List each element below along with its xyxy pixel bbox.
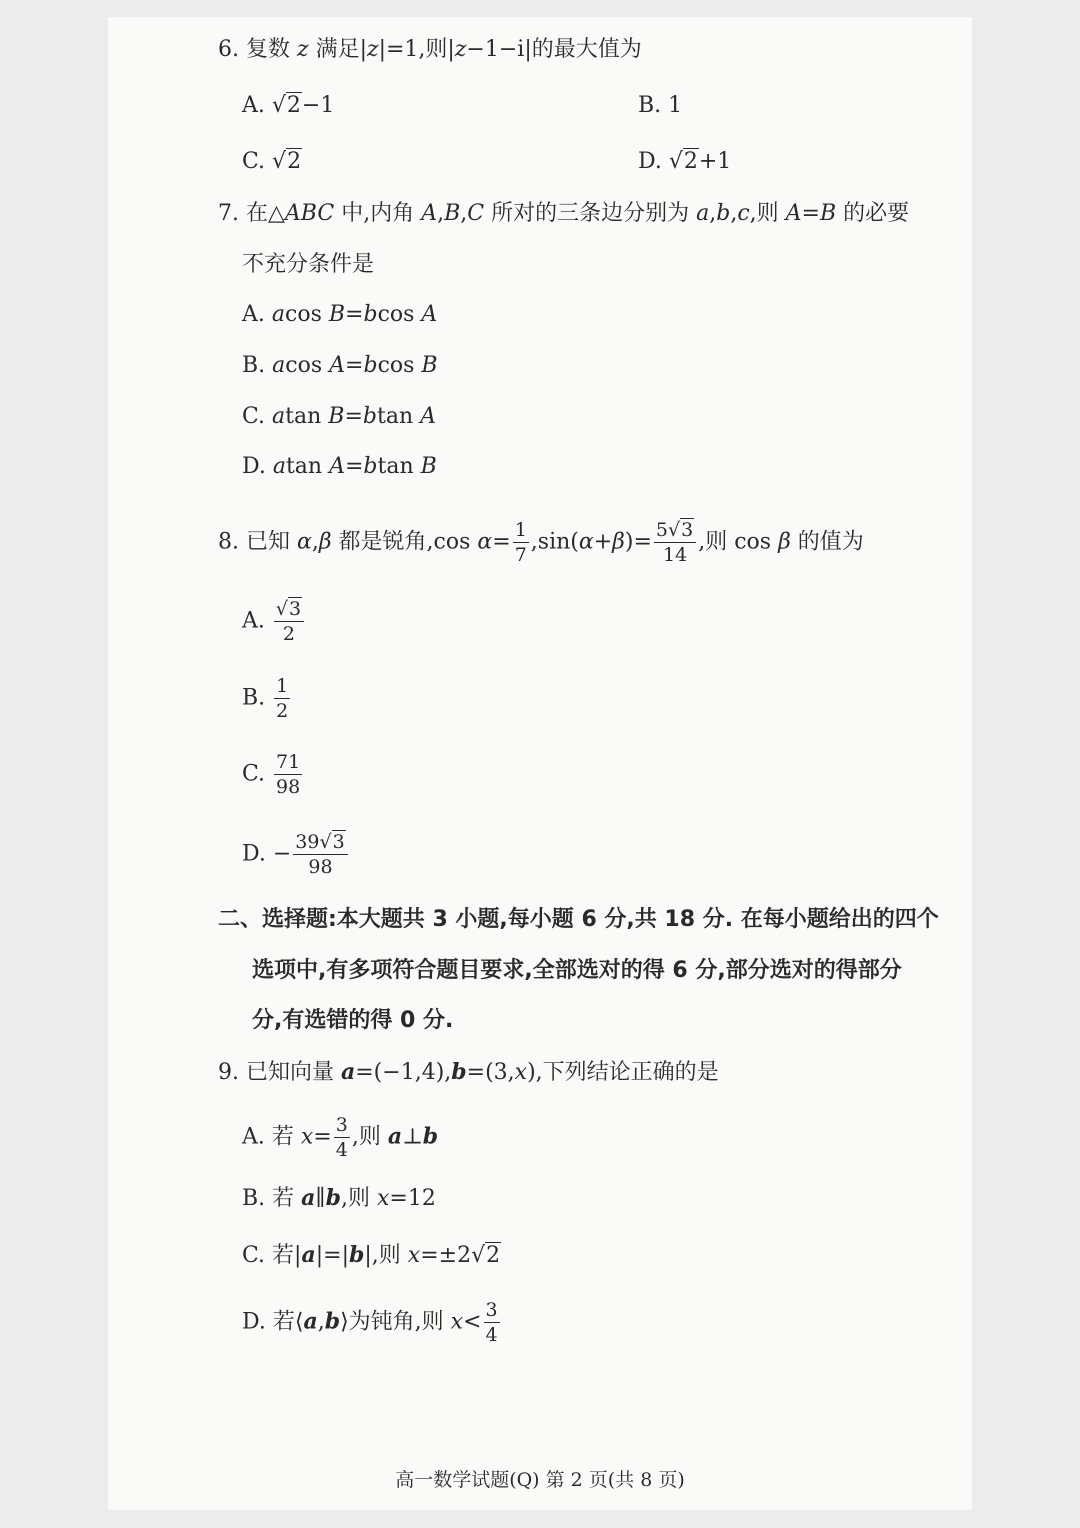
q6-stem: 6. 复数 z 满足|z|=1,则|z−1−i|的最大值为 (218, 37, 642, 62)
q7-option-a: A. acos B=bcos A (242, 302, 438, 327)
page-footer: 高一数学试题(Q) 第 2 页(共 8 页) (395, 1469, 685, 1491)
section2-line2: 选项中,有多项符合题目要求,全部选对的得 6 分,部分选对的得部分 (252, 958, 902, 983)
q9-option-c: C. 若|a|=|b|,则 x=±2√2 (242, 1242, 501, 1268)
q9-option-a: A. 若 x= $\frac{3}{4}$ ,则 a⊥b (242, 1114, 439, 1161)
q7-option-d: D. atan A=btan B (242, 454, 437, 479)
section2-line3: 分,有选错的得 0 分. (252, 1008, 454, 1033)
q7-stem-line2: 不充分条件是 (242, 252, 375, 277)
q6-option-b: B. 1 (638, 93, 683, 118)
q9-stem: 9. 已知向量 a=(−1,4),b=(3,x),下列结论正确的是 (218, 1059, 719, 1085)
q8-stem: 8. 已知 α,β 都是锐角,cos α= $\frac{1}{7}$ ,sin(α+β)= $\frac{5√3}{14}$ ,则 cos β 的值为 (218, 519, 864, 566)
q8-option-c: C. $\frac{71}{98}$ (242, 751, 301, 798)
q6-option-c: C. √2 (242, 149, 302, 174)
q6-option-d: D. √2+1 (638, 149, 732, 174)
q9-option-d: D. 若⟨a,b⟩为钝角,则 x< $\frac{3}{4}$ (242, 1299, 498, 1346)
q7-stem-line1: 7. 在△ABC 中,内角 A,B,C 所对的三条边分别为 a,b,c,则 A=B 的必要 (218, 201, 910, 226)
q7-option-c: C. atan B=btan A (242, 404, 437, 429)
q9-option-b: B. 若 a∥b,则 x=12 (242, 1185, 436, 1211)
exam-page (108, 17, 972, 1510)
q8-option-d: D. − $\frac{39√3}{98}$ (242, 830, 350, 879)
section2-line1: 二、选择题:本大题共 3 小题,每小题 6 分,共 18 分. 在每小题给出的四个 (218, 907, 939, 932)
q8-option-a: A. $\frac{√3}{2}$ (242, 597, 306, 646)
q8-option-b: B. $\frac{1}{2}$ (242, 675, 289, 722)
q7-option-b: B. acos A=bcos B (242, 353, 438, 378)
q6-option-a: A. √2−1 (242, 93, 335, 118)
